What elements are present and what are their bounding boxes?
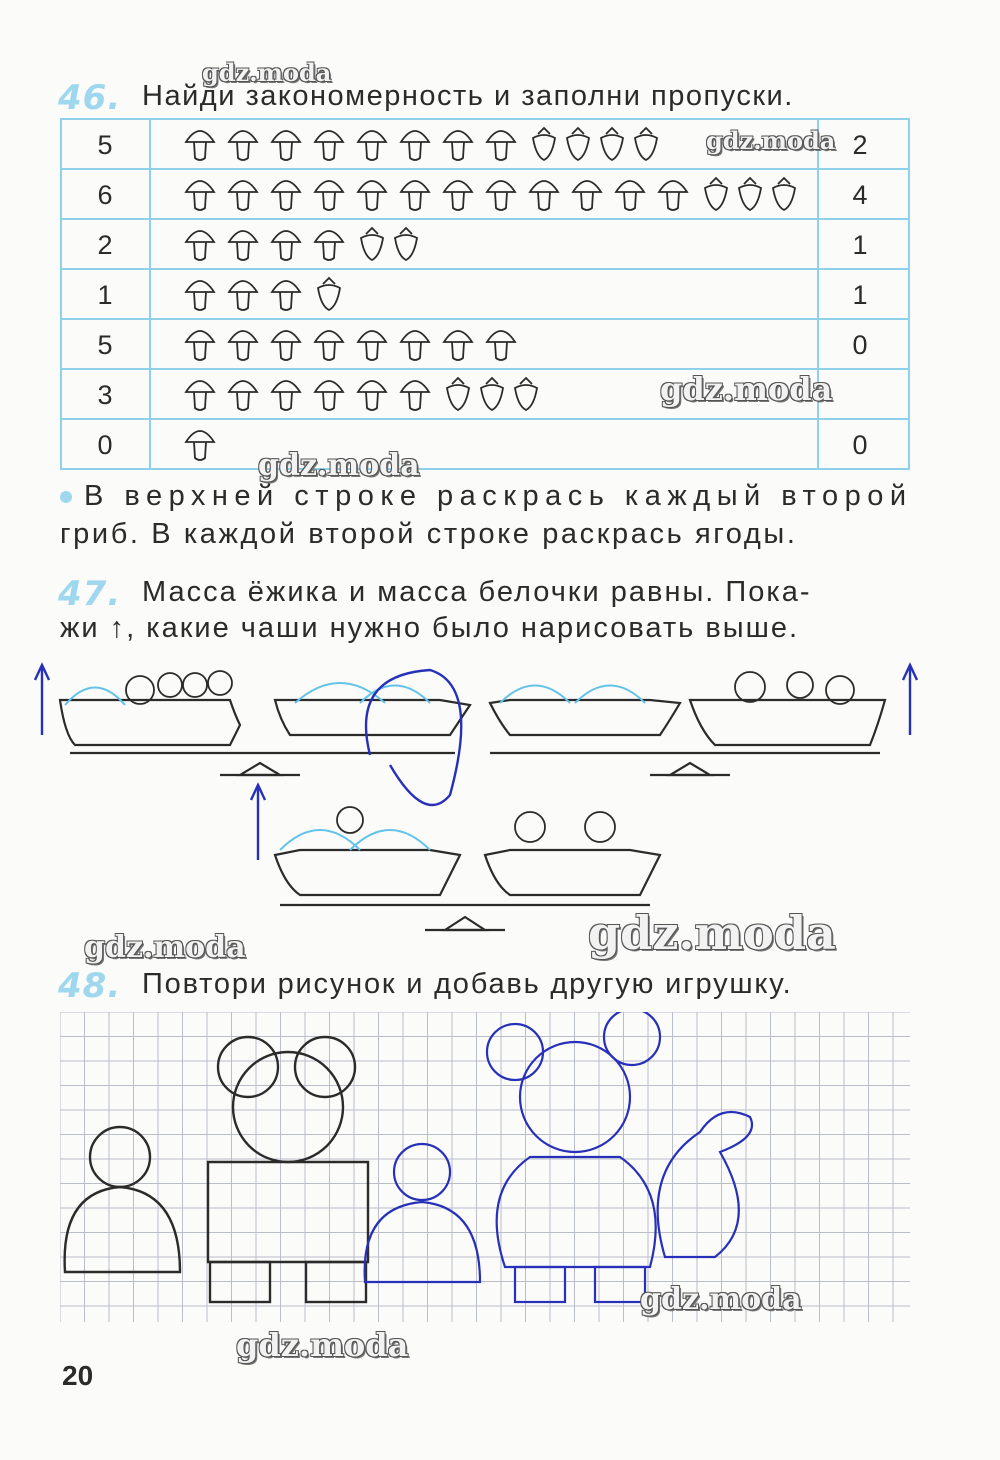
table-row bbox=[97, 330, 867, 360]
strawberry-icon bbox=[447, 378, 469, 410]
exercise-47-line2-start: жи bbox=[60, 612, 100, 644]
strawberry-icon bbox=[515, 378, 537, 410]
bear-head bbox=[233, 1052, 343, 1162]
strawberry-icon bbox=[361, 228, 383, 260]
watermark: gdz.moda bbox=[706, 126, 836, 155]
row-left-number: 1 bbox=[97, 280, 113, 310]
matryoshka-head bbox=[90, 1127, 150, 1187]
scale-top-right bbox=[490, 700, 885, 775]
mushroom-icon bbox=[229, 331, 257, 360]
mushroom-icon bbox=[186, 131, 214, 160]
table-content bbox=[97, 128, 867, 460]
mushroom-icon bbox=[315, 231, 343, 260]
mushroom-icon bbox=[358, 381, 386, 410]
watermark: gdz.moda bbox=[640, 1282, 802, 1317]
mushroom-icon bbox=[358, 131, 386, 160]
exercise-47-number: 47. bbox=[58, 574, 122, 614]
mushroom-icon bbox=[487, 131, 515, 160]
mushroom-icon bbox=[229, 131, 257, 160]
row-right-number: 4 bbox=[852, 180, 868, 210]
mushroom-icon bbox=[358, 331, 386, 360]
mushroom-icon bbox=[229, 181, 257, 210]
grid-lines bbox=[60, 1012, 910, 1322]
mushroom-icon bbox=[229, 281, 257, 310]
row-right-number: 1 bbox=[852, 230, 868, 260]
exercise-46-number: 46. bbox=[58, 78, 122, 118]
strawberry-icon bbox=[318, 278, 340, 310]
row-left-number: 6 bbox=[97, 180, 113, 210]
bear-ear-left bbox=[218, 1037, 278, 1097]
row-right-number: 0 bbox=[852, 330, 868, 360]
mushroom-icon bbox=[186, 181, 214, 210]
mushroom-icon bbox=[272, 181, 300, 210]
mushroom-icon bbox=[186, 281, 214, 310]
watermark: gdz.moda bbox=[236, 1326, 409, 1364]
mushroom-icon bbox=[186, 381, 214, 410]
pattern-table bbox=[60, 118, 910, 470]
hedgehog-sketch bbox=[65, 688, 125, 706]
hedgehog-sketch bbox=[350, 830, 430, 850]
mushroom-icon bbox=[315, 181, 343, 210]
watermark: gdz.moda bbox=[84, 930, 246, 965]
strawberry-icon bbox=[739, 178, 761, 210]
mushroom-icon bbox=[272, 381, 300, 410]
row-left-number: 3 bbox=[97, 380, 113, 410]
page-number: 20 bbox=[62, 1360, 94, 1391]
row-right-number: 2 bbox=[852, 130, 868, 160]
table-row bbox=[97, 430, 867, 460]
mushroom-icon bbox=[272, 331, 300, 360]
strawberry-icon bbox=[481, 378, 503, 410]
scale-top-left bbox=[60, 700, 470, 775]
row-left-number: 0 bbox=[97, 430, 113, 460]
mushroom-icon bbox=[186, 431, 214, 460]
mushroom-icon bbox=[573, 181, 601, 210]
mushroom-icon bbox=[444, 131, 472, 160]
mushroom-icon bbox=[315, 331, 343, 360]
table-grid-lines bbox=[60, 118, 910, 469]
strawberry-icon bbox=[533, 128, 555, 160]
mushroom-icon bbox=[487, 181, 515, 210]
mushroom-icon bbox=[659, 181, 687, 210]
mushroom-icon bbox=[186, 231, 214, 260]
mushroom-icon bbox=[401, 381, 429, 410]
watermark: gdz.moda bbox=[258, 448, 420, 483]
watermark: gdz.moda bbox=[660, 370, 833, 408]
pen-drawing bbox=[365, 1012, 752, 1302]
row-right-number: 1 bbox=[852, 280, 868, 310]
exercise-48-title: Повтори рисунок и добавь другую игрушку. bbox=[142, 968, 793, 1000]
mushroom-icon bbox=[616, 181, 644, 210]
watermark: gdz.moda bbox=[202, 58, 332, 87]
exercise-47-line2 bbox=[60, 612, 799, 645]
mushroom-icon bbox=[530, 181, 558, 210]
up-arrow-icon: ↑ bbox=[109, 612, 127, 644]
table-row bbox=[97, 178, 867, 210]
row-left-number: 5 bbox=[97, 330, 113, 360]
mushroom-icon bbox=[401, 331, 429, 360]
table-row bbox=[97, 378, 537, 410]
strawberry-icon bbox=[601, 128, 623, 160]
mushroom-icon bbox=[229, 381, 257, 410]
exercise-47-line2-end: , какие чаши нужно было нарисовать выше. bbox=[126, 612, 800, 644]
strawberry-icon bbox=[705, 178, 727, 210]
watermark: gdz.moda bbox=[588, 906, 836, 960]
exercise-46-instruction-line1 bbox=[60, 480, 913, 513]
mushroom-icon bbox=[315, 381, 343, 410]
mushroom-icon bbox=[186, 331, 214, 360]
mushroom-icon bbox=[444, 331, 472, 360]
mushroom-icon bbox=[401, 181, 429, 210]
strawberry-icon bbox=[635, 128, 657, 160]
mushroom-icon bbox=[401, 131, 429, 160]
table-row bbox=[97, 228, 867, 260]
drawing-grid bbox=[60, 1012, 910, 1322]
strawberry-icon bbox=[395, 228, 417, 260]
mushroom-icon bbox=[272, 281, 300, 310]
matryoshka-body bbox=[65, 1187, 180, 1272]
exercise-47-line1: Масса ёжика и масса белочки равны. Пока- bbox=[142, 576, 812, 608]
mushroom-icon bbox=[229, 231, 257, 260]
mushroom-icon bbox=[315, 131, 343, 160]
exercise-46-instruction-line2: гриб. В каждой второй строке раскрась ягоды. bbox=[60, 518, 798, 550]
printed-model bbox=[65, 1037, 368, 1302]
exercise-46-title: Найди закономерность и заполни пропуски. bbox=[142, 80, 794, 112]
strawberry-icon bbox=[567, 128, 589, 160]
mushroom-icon bbox=[358, 181, 386, 210]
row-left-number: 5 bbox=[97, 130, 113, 160]
instruction-text-1: В верхней строке раскрась каждый второй bbox=[84, 480, 913, 512]
mushroom-icon bbox=[444, 181, 472, 210]
exercise-48-number: 48. bbox=[58, 966, 122, 1006]
mushroom-icon bbox=[272, 231, 300, 260]
mushroom-icon bbox=[272, 131, 300, 160]
table-row bbox=[97, 278, 867, 310]
row-left-number: 2 bbox=[97, 230, 113, 260]
strawberry-icon bbox=[773, 178, 795, 210]
mushroom-icon bbox=[487, 331, 515, 360]
row-right-number: 0 bbox=[852, 430, 868, 460]
bullet-icon bbox=[60, 491, 72, 503]
